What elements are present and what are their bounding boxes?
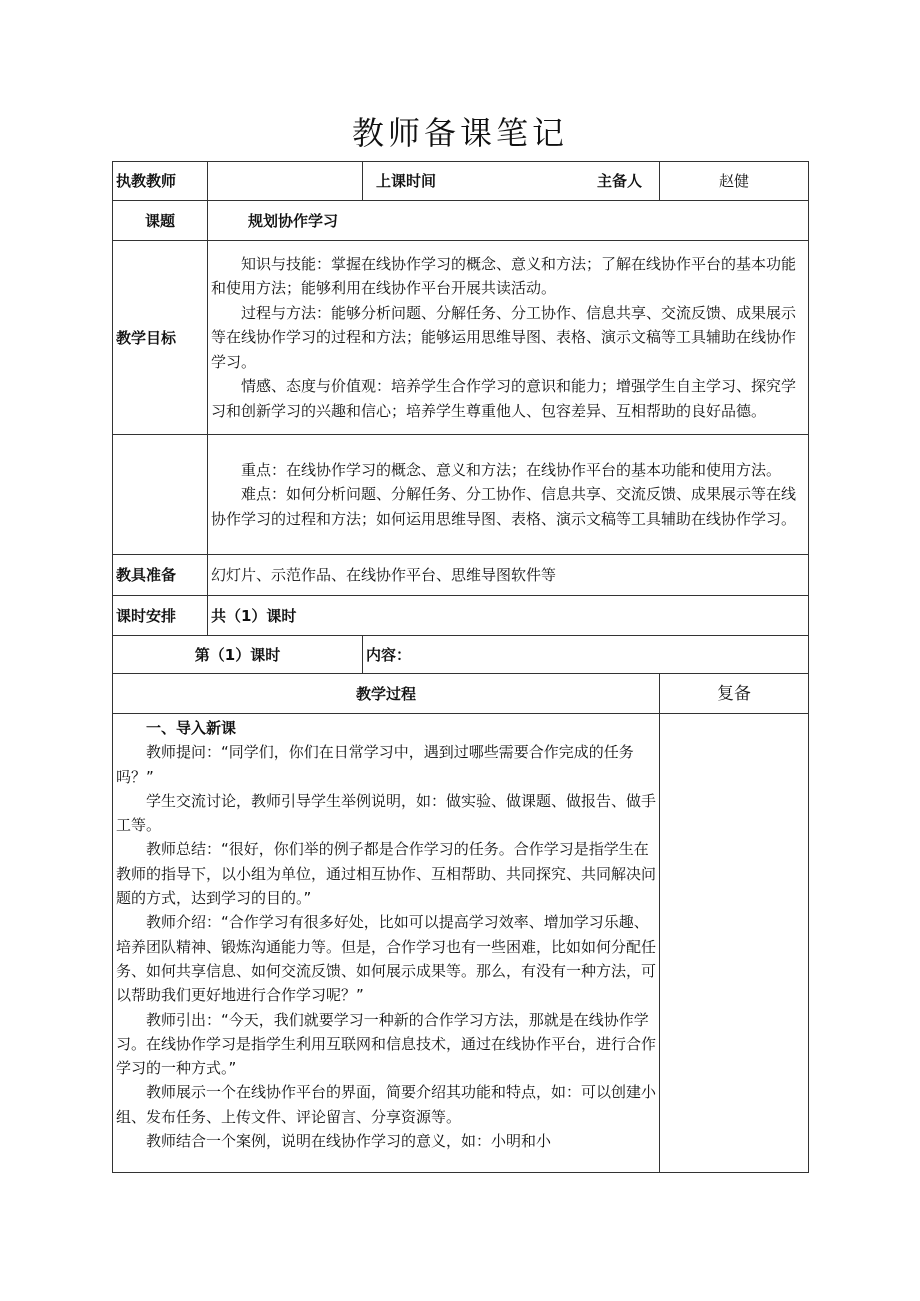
review-notes [660, 714, 809, 1173]
key-points-content [208, 435, 809, 555]
session-label: 第（1）课时 [113, 636, 363, 674]
tools-label: 教具准备 [113, 555, 208, 596]
process-para: 教师结合一个案例，说明在线协作学习的意义，如：小明和小 [146, 1132, 552, 1151]
lead-label: 主备人 [596, 172, 642, 190]
teacher-value [208, 162, 363, 201]
process-header-row [113, 674, 809, 714]
process-para: 教师引出：“今天，我们就要学习一种新的合作学习方法，那就是在线协作学习。在线协作学习是指学生利用互联网和信息技术，通过在线协作平台，进行合作学习的一种方式。” [116, 1010, 657, 1078]
time-cell [363, 162, 660, 201]
schedule-value: 共（1）课时 [208, 596, 809, 636]
difficult-point: 难点：如何分析问题、分解任务、分工协作、信息共享、交流反馈、成果展示等在线协作学习的过程和方法；如何运用思维导图、表格、演示文稿等工具辅助在线协作学习。 [211, 485, 797, 528]
process-label: 教学过程 [113, 674, 660, 714]
process-para: 学生交流讨论，教师引导学生举例说明，如：做实验、做课题、做报告、做手工等。 [116, 791, 657, 835]
schedule-label: 课时安排 [113, 596, 208, 636]
session-row [113, 636, 809, 674]
lesson-plan-table [112, 161, 809, 1173]
goal-attitude: 情感、态度与价值观：培养学生合作学习的意识和能力；增强学生自主学习、探究学习和创新学习的兴趣和信心；培养学生尊重他人、包容差异、互相帮助的良好品德。 [211, 377, 797, 420]
teacher-label: 执教教师 [113, 162, 208, 201]
process-para: 教师介绍：“合作学习有很多好处，比如可以提高学习效率、增加学习乐趣、培养团队精神、锻炼沟通能力等。但是，合作学习也有一些困难，比如如何分配任务、如何共享信息、如何交流反馈、如何展示成果等。那么，有没有一种方法，可以帮助我们更好地进行合作学习呢？” [116, 913, 657, 1005]
topic-value: 规划协作学习 [208, 201, 809, 241]
document-title: 教师备课笔记 [351, 114, 568, 152]
process-para: 教师提问：“同学们，你们在日常学习中，遇到过哪些需要合作完成的任务吗？” [116, 743, 634, 786]
key-points-row [113, 435, 809, 555]
time-label: 上课时间 [376, 172, 437, 190]
review-label: 复备 [660, 674, 809, 714]
section-title: 一、导入新课 [146, 719, 237, 737]
goal-knowledge: 知识与技能：掌握在线协作学习的概念、意义和方法；了解在线协作平台的基本功能和使用方法；能够利用在线协作平台开展共读活动。 [211, 254, 797, 298]
topic-row [113, 201, 809, 241]
goals-label: 教学目标 [113, 241, 208, 435]
key-points-label [113, 435, 208, 555]
schedule-row [113, 596, 809, 636]
process-content [113, 714, 660, 1173]
tools-value: 幻灯片、示范作品、在线协作平台、思维导图软件等 [208, 555, 809, 596]
process-para: 教师总结：“很好，你们举的例子都是合作学习的任务。合作学习是指学生在教师的指导下，以小组为单位，通过相互协作、互相帮助、共同探究、共同解决问题的方式，达到学习的目的。” [116, 840, 657, 908]
lead-value: 赵健 [660, 162, 809, 201]
goal-process: 过程与方法：能够分析问题、分解任务、分工协作、信息共享、交流反馈、成果展示等在线协作学习的过程和方法；能够运用思维导图、表格、演示文稿等工具辅助在线协作学习。 [211, 303, 797, 371]
goals-row [113, 241, 809, 435]
process-row [113, 714, 809, 1173]
tools-row [113, 555, 809, 596]
header-row [113, 162, 809, 201]
key-point: 重点：在线协作学习的概念、意义和方法；在线协作平台的基本功能和使用方法。 [241, 460, 782, 479]
goals-content [208, 241, 809, 435]
session-content-label: 内容： [363, 636, 809, 674]
topic-label: 课题 [113, 201, 208, 241]
process-para: 教师展示一个在线协作平台的界面，简要介绍其功能和特点，如：可以创建小组、发布任务、上传文件、评论留言、分享资源等。 [116, 1083, 657, 1126]
